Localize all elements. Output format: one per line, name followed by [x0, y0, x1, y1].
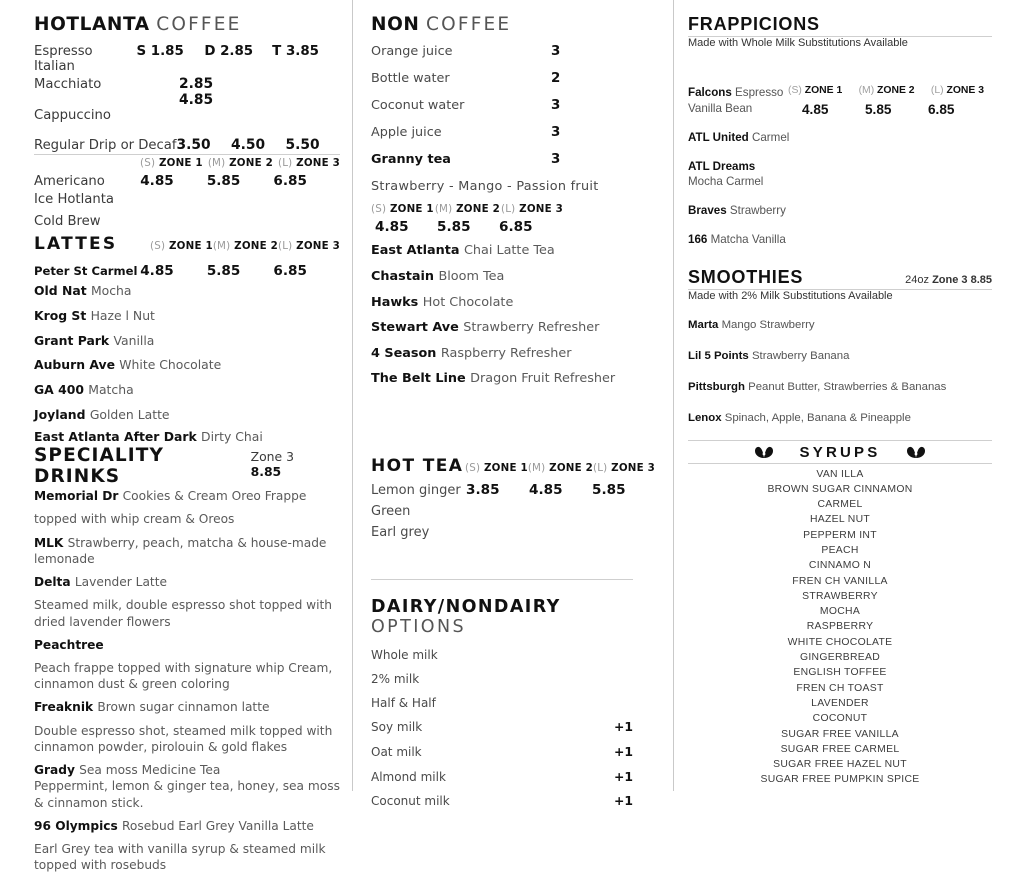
americano-row [34, 173, 340, 189]
list-item [371, 765, 655, 790]
list-item: FREN CH TOAST [796, 682, 884, 694]
list-item [371, 479, 655, 501]
list-item: Lenox Spinach, Apple, Banana & Pineapple [688, 411, 911, 424]
cappuccino-spacer [34, 93, 179, 108]
drink-price: 3 [551, 124, 561, 140]
speciality-list [34, 488, 340, 873]
list-item: Delta Lavender Latte [34, 575, 167, 590]
cappuccino-row [34, 108, 340, 123]
dairy-list [371, 643, 655, 814]
hot-tea-price-l: 5.85 [592, 481, 626, 498]
dairy-name: Half & Half [371, 696, 436, 711]
list-item: Braves Strawberry [688, 203, 786, 217]
list-item [371, 789, 655, 814]
hotlanta-coffee-header-bold: HOTLANTA [34, 14, 150, 35]
macchiato-price: 2.85 [179, 76, 214, 93]
mid-price-s: 4.85 [375, 219, 409, 236]
list-item: Earl Grey tea with vanilla syrup & steamed milk topped with rosebuds [34, 841, 326, 873]
hot-tea-title: HOT TEA [371, 455, 464, 476]
fr-zone-2: (M) ZONE 2 [858, 85, 915, 96]
lattes-title: LATTES [34, 234, 118, 255]
list-item: COCONUT [812, 713, 868, 725]
fr-price-s: 4.85 [802, 102, 829, 117]
column-frappicions-smoothies [673, 0, 1024, 791]
hot-tea-name: Lemon ginger [371, 482, 461, 498]
drink-price: 3 [551, 97, 561, 113]
coffee-zone-3: (L) ZONE 3 [277, 157, 340, 170]
list-item: 96 Olympics Rosebud Earl Grey Vanilla Latte [34, 818, 314, 833]
column-noncoffee [352, 0, 673, 809]
syrups-header [688, 440, 992, 464]
lattes-zone-3: (L) ZONE 3 [278, 240, 340, 253]
noncoffee-header-light: COFFEE [425, 14, 512, 35]
hot-tea-section [363, 456, 655, 543]
frappicions-price-row [802, 102, 992, 117]
smoothies-note: Made with 2% Milk Substitutions Available [688, 290, 893, 303]
speciality-zone-price: Zone 3 8.85 [250, 449, 294, 480]
mid-zone-1: (S) ZONE 1 [371, 203, 434, 216]
granny-tea-flavors: Strawberry - Mango - Passion fruit [371, 179, 599, 195]
list-item: Double espresso shot, steamed milk topped with cinnamon powder, pirolouin & gold flakes [34, 723, 333, 754]
dairy-name: 2% milk [371, 672, 420, 687]
speciality-drinks-title: SPECIALITY DRINKS [34, 445, 164, 488]
cappuccino-price-row [34, 92, 340, 108]
americano-price-l: 6.85 [273, 173, 307, 190]
list-item [371, 501, 655, 522]
dairy-name: Oat milk [371, 744, 422, 759]
list-item: MOCHA [819, 606, 861, 618]
syrups-title: SYRUPS [799, 443, 881, 461]
fr-price-l: 6.85 [928, 102, 955, 117]
espresso-italian-label: Espresso Italian [34, 44, 93, 75]
dairy-name: Coconut milk [371, 794, 450, 809]
falcons-name: Falcons Espresso Vanilla Bean [688, 86, 784, 115]
list-item [371, 740, 655, 765]
hot-tea-price-s: 3.85 [466, 481, 500, 498]
drip-price-m: 4.50 [231, 137, 266, 154]
noncoffee-header [363, 14, 655, 35]
fr-zone-3: (L) ZONE 3 [930, 85, 984, 96]
peter-st-carmel-label: Peter St Carmel [34, 264, 138, 279]
latte-price-m: 5.85 [206, 263, 241, 280]
list-item: VAN ILLA [816, 468, 864, 480]
dairy-header-light: OPTIONS [371, 617, 466, 638]
smoothies-header-row [688, 267, 992, 288]
list-item [371, 120, 655, 147]
drink-price: 3 [551, 151, 561, 167]
mid-price-l: 6.85 [499, 219, 533, 236]
list-item: SUGAR FREE CARMEL [780, 743, 900, 755]
list-item: Peach frappe topped with signature whip Cream, cinnamon dust & green coloring [34, 661, 333, 692]
dairy-price: +1 [613, 719, 633, 735]
hot-tea-price-m: 4.85 [529, 481, 563, 498]
mid-zone-2: (M) ZONE 2 [434, 203, 500, 216]
list-item: topped with whip cream & Oreos [34, 512, 235, 527]
americano-price-s: 4.85 [140, 173, 174, 190]
coffee-zone-header [34, 154, 340, 169]
noncoffee-drinks-list [363, 39, 655, 173]
cold-brew-item: Cold Brew [34, 213, 101, 229]
lattes-zone-2: (M) ZONE 2 [212, 240, 278, 253]
list-item [371, 667, 655, 691]
hotlanta-coffee-header [34, 14, 340, 35]
smoothies-title: SMOOTHIES [688, 267, 804, 288]
lattes-header-row [34, 234, 340, 254]
cappuccino-label: Cappuccino [34, 108, 111, 124]
latte-price-l: 6.85 [273, 263, 307, 280]
list-item [371, 39, 655, 66]
list-item: Memorial Dr Cookies & Cream Oreo Frappe [34, 489, 307, 504]
list-item [371, 93, 655, 120]
dairy-header-bold: DAIRY/NONDAIRY [371, 597, 561, 618]
coffee-zone-2: (M) ZONE 2 [207, 157, 273, 170]
list-item: SUGAR FREE VANILLA [781, 728, 899, 740]
list-item: PEACH [821, 545, 859, 556]
drink-price: 2 [551, 71, 561, 87]
hot-tea-zone-1: (S) ZONE 1 [465, 461, 528, 474]
list-item: Freaknik Brown sugar cinnamon latte [34, 700, 270, 715]
noncoffee-header-bold: NON [371, 14, 420, 35]
list-item: STRAWBERRY [802, 590, 878, 602]
hot-tea-zone-3: (L) ZONE 3 [593, 461, 655, 474]
specialty-tea-list [363, 238, 655, 392]
dairy-name: Almond milk [371, 769, 446, 784]
dairy-section [363, 597, 655, 814]
americano-price-m: 5.85 [206, 173, 241, 190]
dairy-price: +1 [613, 793, 633, 809]
list-item [371, 66, 655, 93]
drink-name: Apple juice [371, 124, 442, 140]
smoothies-size-note: 24oz Zone 3 8.85 [905, 274, 992, 287]
speciality-drinks-header [34, 445, 340, 487]
list-item: Pittsburgh Peanut Butter, Strawberries & Bananas [688, 380, 947, 393]
dairy-price: +1 [613, 743, 633, 759]
peter-st-carmel-row [34, 263, 340, 279]
cappuccino-price: 4.85 [179, 92, 214, 109]
list-item: MLK Strawberry, peach, matcha & house-made lemonade [34, 535, 327, 566]
list-item: 4 Season Raspberry Refresher [371, 345, 572, 361]
regular-drip-row [34, 137, 340, 153]
list-item: East Atlanta Chai Latte Tea [371, 243, 555, 259]
drink-name: Granny tea [371, 151, 451, 167]
syrups-section [688, 440, 992, 788]
list-item: FREN CH VANILLA [792, 575, 888, 587]
coffee-zone-1: (S) ZONE 1 [140, 157, 203, 170]
lattes-zone-1: (S) ZONE 1 [150, 240, 213, 253]
drink-name: Orange juice [371, 44, 453, 60]
mid-zone-3: (L) ZONE 3 [500, 203, 563, 216]
fr-price-m: 5.85 [865, 102, 892, 117]
list-item: WHITE CHOCOLATE [787, 636, 893, 648]
hot-tea-name: Earl grey [371, 524, 430, 540]
syrups-list [688, 464, 992, 788]
frappicions-note: Made with Whole Milk Substitutions Available [688, 37, 908, 49]
list-item: Peppermint, lemon & ginger tea, honey, sea moss & cinnamon stick. [34, 779, 340, 810]
list-item: Grady Sea moss Medicine Tea [34, 763, 221, 778]
list-item: Chastain Bloom Tea [371, 268, 505, 284]
list-item [371, 643, 655, 667]
hotlanta-coffee-header-light: COFFEE [156, 14, 242, 35]
americano-label: Americano [34, 174, 105, 190]
list-item: Old Nat Mocha [34, 283, 132, 299]
list-item: LAVENDER [811, 697, 869, 709]
latte-list [34, 279, 340, 445]
list-item: RASPBERRY [806, 621, 874, 633]
list-item: GA 400 Matcha [34, 382, 134, 398]
list-item: BROWN SUGAR CINNAMON [767, 483, 913, 495]
list-item: Joyland Golden Latte [34, 407, 170, 423]
list-item [371, 715, 655, 740]
list-item: ATL United Carmel [688, 131, 790, 144]
list-item: Steamed milk, double espresso shot topped with dried lavender flowers [34, 598, 333, 629]
list-item: SUGAR FREE HAZEL NUT [773, 759, 907, 771]
latte-price-s: 4.85 [140, 263, 174, 280]
drip-price-s: 3.50 [176, 137, 211, 154]
list-item: 166 Matcha Vanilla [688, 232, 786, 246]
leaf-flourish-icon [754, 445, 774, 459]
list-item: ENGLISH TOFFEE [793, 667, 887, 679]
list-item: SUGAR FREE PUMPKIN SPICE [760, 774, 920, 786]
list-item: Krog St Haze l Nut [34, 307, 155, 323]
falcons-row [688, 85, 992, 117]
dairy-divider [371, 579, 633, 580]
espresso-price-double: D 2.85 [204, 44, 254, 60]
column-coffee [0, 0, 352, 873]
noncoffee-zone-header [371, 203, 563, 215]
list-item [371, 691, 655, 715]
macchiato-label: Macchiato [34, 77, 102, 93]
dairy-name: Soy milk [371, 720, 423, 735]
regular-drip-label: Regular Drip or Decaf [34, 138, 177, 154]
drink-name: Bottle water [371, 71, 450, 87]
frappicions-zone-header [788, 85, 984, 96]
list-item: Marta Mango Strawberry [688, 319, 815, 332]
smoothies-list [688, 318, 992, 425]
list-item: The Belt Line Dragon Fruit Refresher [371, 371, 616, 387]
espresso-price-triple: T 3.85 [272, 44, 319, 60]
fr-zone-1: (S) ZONE 1 [788, 85, 843, 96]
mid-price-m: 5.85 [437, 219, 471, 236]
list-item: Auburn Ave White Chocolate [34, 357, 222, 373]
drink-price: 3 [551, 44, 561, 60]
list-item: CARMEL [817, 499, 863, 511]
frappicions-list [688, 130, 992, 247]
list-item: Lil 5 Points Strawberry Banana [688, 350, 850, 363]
leaf-flourish-icon-right [906, 445, 926, 459]
drip-price-l: 5.50 [285, 137, 320, 154]
frappicions-title: FRAPPICIONS [688, 14, 820, 34]
list-item [371, 147, 655, 174]
macchiato-row [34, 76, 340, 92]
hot-tea-header-row [371, 456, 655, 476]
noncoffee-price-row [375, 219, 563, 235]
list-item: PEPPERM INT [803, 529, 877, 541]
list-item [371, 522, 655, 543]
list-item: East Atlanta After Dark Dirty Chai [34, 428, 263, 444]
list-item: GINGERBREAD [799, 652, 881, 664]
list-item: Peachtree [34, 637, 104, 652]
list-item: CINNAMO N [808, 560, 872, 572]
espresso-italian-row [34, 44, 340, 74]
dairy-header [371, 597, 655, 637]
drink-name: Coconut water [371, 97, 465, 113]
hot-tea-name: Green [371, 503, 411, 519]
list-item: Grant Park Vanilla [34, 332, 155, 348]
dairy-name: Whole milk [371, 648, 438, 663]
macchiato-cappuccino-block [34, 76, 340, 123]
list-item: ATL Dreams Mocha Carmel [688, 159, 764, 189]
hot-tea-zone-2: (M) ZONE 2 [527, 461, 593, 474]
dairy-price: +1 [613, 768, 633, 784]
list-item: Stewart Ave Strawberry Refresher [371, 320, 600, 336]
ice-hotlanta-item: Ice Hotlanta [34, 192, 114, 208]
list-item: HAZEL NUT [809, 514, 871, 526]
list-item: Hawks Hot Chocolate [371, 294, 514, 310]
espresso-price-single: S 1.85 [136, 44, 184, 60]
